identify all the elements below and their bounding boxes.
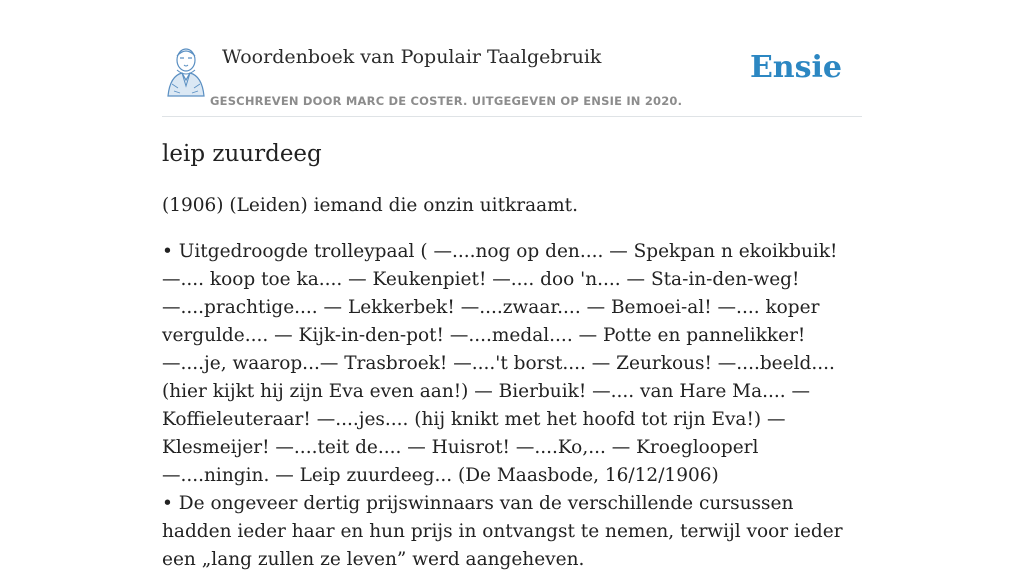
book-header — [162, 40, 862, 117]
example-quote: • Uitgedroogde trolleypaal ( —....nog op den.... — Spekpan n ekoikbuik! —.... koop toe ka.... — Keukenpiet! —.... doo 'n.... — Sta-in-den-weg! —....prachtige.... — Lekkerbek! —....zwaar.... — Bemoei-al! —.... koper vergulde.... — Kijk-in-den-pot! —....medal.... — Potte en pannelikker! —....je, waarop...— Trasbroek! —....'t borst.... — Zeurkous! —....beeld.... (hier kijkt hij zijn Eva even aan!) — Bierbuik! —.... van Hare Ma.... — Koffieleuteraar! —....jes.... (hij knikt met het hoofd tot rijn Eva!) — Klesmeijer! —....teit de.... — Huisrot! —....Ko,... — Kroeglooperl —....ningin. — Leip zuurdeeg... (De Maasbode, 16/12/1906) — [162, 241, 838, 486]
entry-definition: (1906) (Leiden) iemand die onzin uitkraamt. — [162, 195, 578, 216]
entry-content — [162, 138, 862, 574]
author-byline: GESCHREVEN DOOR MARC DE COSTER. UITGEGEVEN OP ENSIE IN 2020. — [210, 94, 683, 108]
book-title[interactable]: Woordenboek van Populair Taalgebruik — [222, 46, 602, 68]
entry-examples — [162, 238, 862, 574]
ensie-logo-link[interactable]: Ensie — [749, 50, 842, 85]
example-quote: • De ongeveer dertig prijswinnaars van de verschillende cursussen hadden ieder haar en hun prijs in ontvangst te nemen, terwijl voor ieder een „lang zullen ze leven” werd aangeheven. — [162, 493, 843, 570]
author-portrait-icon — [164, 46, 208, 96]
entry-term: leip zuurdeeg — [162, 141, 322, 167]
